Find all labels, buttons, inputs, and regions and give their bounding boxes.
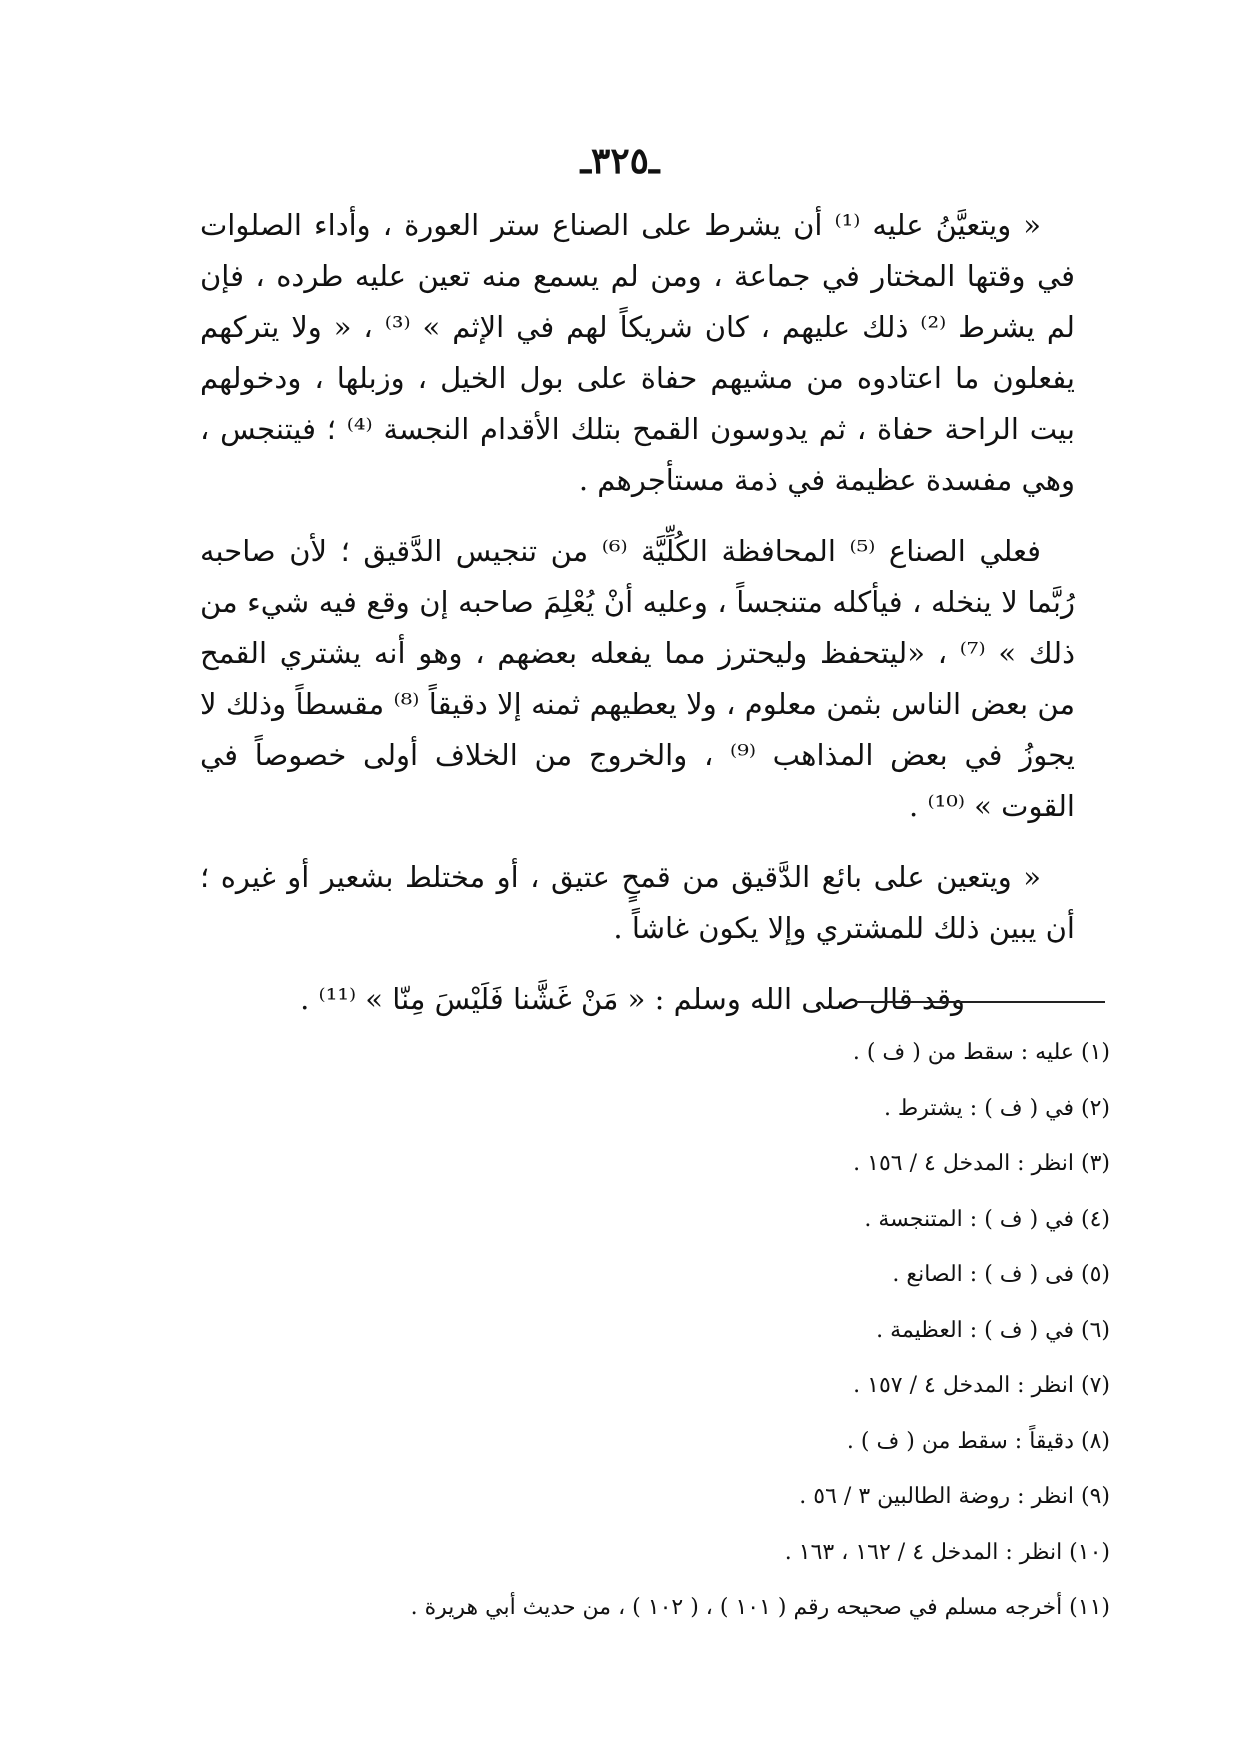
paragraph-2: فعلي الصناع ⁽⁵⁾ المحافظة الكُلِّيَّة ⁽⁶⁾ من تنجيس الدَّقيق ؛ لأن صاحبه رُبَّما لا ينخله ، فيأكله متنجساً ، وعليه أنْ يُعْلِمَ صاحبه إن وقع فيه شيء من ذلك » ⁽⁷⁾ ، «ليتحفظ وليحترز مما يفعله بعضهم ، وهو أنه يشتري القمح من بعض الناس بثمن معلوم ، ولا يعطيهم ثمنه إلا دقيقاً ⁽⁸⁾ مقسطاً وذلك لا يجوزُ في بعض المذاهب ⁽⁹⁾ ، والخروج من الخلاف أولى خصوصاً في القوت » ⁽¹⁰⁾ .	[200, 534, 1076, 823]
paragraph-4-hadith: وقد قال صلى الله وسلم : « مَنْ غَشَّنا فَلَيْسَ مِنّا » ⁽¹¹⁾ .	[300, 982, 965, 1016]
footnote-11: (١١) أخرجه مسلم في صحيحه رقم ( ١٠١ ) ، ( ١٠٢ ) ، من حديث أبي هريرة .	[410, 1595, 1110, 1620]
footnote-6: (٦) في ( ف ) : العظيمة .	[876, 1317, 1110, 1343]
footnote-4: (٤) في ( ف ) : المتنجسة .	[864, 1206, 1110, 1232]
footnote-8: (٨) دقيقاً : سقط من ( ف ) .	[846, 1428, 1110, 1454]
page-number: ـ٣٢٥ـ	[580, 140, 660, 182]
footnotes	[300, 1025, 1110, 1636]
footnote-9: (٩) انظر : روضة الطالبين ٣ / ٥٦ .	[799, 1484, 1110, 1509]
footnote-1: (١) عليه : سقط من ( ف ) .	[852, 1040, 1110, 1065]
footnote-divider	[855, 1001, 1105, 1003]
paragraph-3: « ويتعين على بائع الدَّقيق من قمحٍ عتيق ، أو مختلط بشعير أو غيره ؛ أن يبين ذلك للمشتري وإلا يكون غاشاً .	[200, 860, 1075, 945]
footnote-10: (١٠) انظر : المدخل ٤ / ١٦٢ ، ١٦٣ .	[784, 1539, 1110, 1565]
footnote-5: (٥) فى ( ف ) : الصانع .	[892, 1262, 1110, 1287]
main-text	[200, 200, 1075, 1045]
footnote-2: (٢) في ( ف ) : يشترط .	[883, 1095, 1110, 1121]
footnote-7: (٧) انظر : المدخل ٤ / ١٥٧ .	[853, 1373, 1110, 1398]
footnote-3: (٣) انظر : المدخل ٤ / ١٥٦ .	[853, 1151, 1110, 1176]
paragraph-1: « ويتعيَّنُ عليه ⁽¹⁾ أن يشرط على الصناع ستر العورة ، وأداء الصلوات في وقتها المختار في جماعة ، ومن لم يسمع منه تعين عليه طرده ، فإن لم يشرط ⁽²⁾ ذلك عليهم ، كان شريكاً لهم في الإثم » ⁽³⁾ ، « ولا يتركهم يفعلون ما اعتادوه من مشيهم حفاة على بول الخيل ، وزبلها ، ودخولهم بيت الراحة حفاة ، ثم يدوسون القمح بتلك الأقدام النجسة ⁽⁴⁾ ؛ فيتنجس ، وهي مفسدة عظيمة في ذمة مستأجرهم .	[200, 208, 1075, 497]
